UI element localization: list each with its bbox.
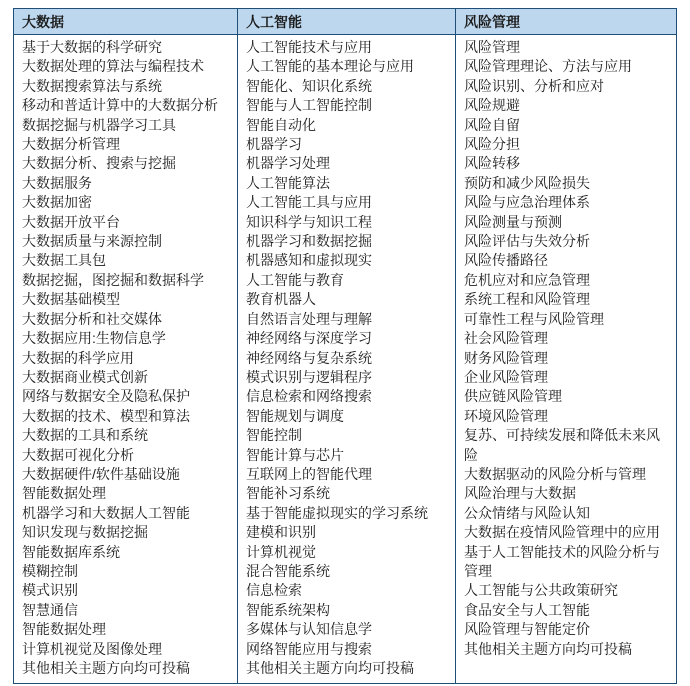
topic-item: 教育机器人	[246, 291, 316, 308]
topic-item: 公众情绪与风险认知	[464, 504, 590, 521]
topic-item: 大数据的工具和系统	[22, 427, 148, 444]
table-header-row	[14, 9, 677, 35]
column-header-big-data: 大数据	[14, 9, 238, 35]
topic-item: 风险管理与智能定价	[464, 621, 590, 638]
topic-item: 信息检索和网络搜索	[246, 388, 372, 405]
topic-item: 计算机视觉	[246, 543, 316, 560]
topic-item: 神经网络与深度学习	[246, 330, 372, 347]
topic-item: 环境风险管理	[464, 407, 548, 424]
topic-item: 大数据服务	[22, 174, 92, 191]
topic-item: 风险治理与大数据	[464, 485, 576, 502]
topic-item: 企业风险管理	[464, 368, 548, 385]
topic-item: 大数据工具包	[22, 252, 106, 269]
topic-item: 基于人工智能技术的风险分析与管理	[464, 543, 660, 579]
topic-item: 风险评估与失效分析	[464, 233, 590, 250]
topic-item: 模糊控制	[22, 562, 78, 579]
topic-item: 智能与人工智能控制	[246, 97, 372, 114]
column-header-risk-management: 风险管理	[456, 9, 677, 35]
topic-item: 信息检索	[246, 582, 302, 599]
topic-item: 机器感知和虚拟现实	[246, 252, 372, 269]
topic-item: 风险规避	[464, 97, 520, 114]
topic-item: 危机应对和应急管理	[464, 271, 590, 288]
topic-item: 人工智能的基本理论与应用	[246, 58, 414, 75]
topic-item: 风险自留	[464, 116, 520, 133]
topic-item: 多媒体与认知信息学	[246, 621, 372, 638]
topic-item: 大数据质量与来源控制	[22, 233, 162, 250]
topic-item: 智能规划与调度	[246, 407, 344, 424]
column-ai-topics	[238, 35, 456, 684]
topic-item: 基于大数据的科学研究	[22, 39, 162, 55]
topic-item: 供应链风险管理	[464, 388, 562, 405]
topic-item: 智能控制	[246, 427, 302, 444]
topic-item: 建模和识别	[246, 524, 316, 541]
topic-item: 大数据的技术、模型和算法	[22, 407, 190, 424]
topic-item: 风险管理	[464, 39, 520, 55]
topic-item: 智能化、知识化系统	[246, 77, 372, 94]
topic-item: 人工智能与公共政策研究	[464, 582, 618, 599]
topic-item: 大数据驱动的风险分析与管理	[464, 465, 646, 482]
topic-item: 大数据加密	[22, 194, 92, 211]
topic-item: 知识发现与数据挖掘	[22, 524, 148, 541]
topic-item: 其他相关主题方向均可投稿	[246, 660, 414, 676]
topic-item: 可靠性工程与风险管理	[464, 310, 604, 327]
topic-item: 智能补习系统	[246, 485, 330, 502]
topic-item: 预防和减少风险损失	[464, 174, 590, 191]
topic-item: 机器学习处理	[246, 155, 330, 172]
topic-item: 人工智能工具与应用	[246, 194, 372, 211]
topic-item: 风险管理理论、方法与应用	[464, 58, 632, 75]
topic-item: 智能数据处理	[22, 485, 106, 502]
topic-item: 食品安全与人工智能	[464, 601, 590, 618]
topic-item: 知识科学与知识工程	[246, 213, 372, 230]
topic-item: 人工智能技术与应用	[246, 39, 372, 55]
topic-item: 机器学习和数据挖掘	[246, 233, 372, 250]
topic-item: 智能计算与芯片	[246, 446, 344, 463]
topic-item: 复苏、可持续发展和降低未来风险	[464, 427, 660, 463]
topic-item: 风险识别、分析和应对	[464, 77, 604, 94]
topic-item: 大数据分析、搜索与挖掘	[22, 155, 176, 172]
topic-item: 大数据分析和社交媒体	[22, 310, 162, 327]
column-risk-management-topics	[456, 35, 677, 684]
column-big-data-topics	[14, 35, 238, 684]
topic-item: 大数据应用:生物信息学	[22, 330, 166, 347]
topic-item: 智能数据处理	[22, 621, 106, 638]
topic-item: 风险传播路径	[464, 252, 548, 269]
topic-item: 其他相关主题方向均可投稿	[22, 660, 190, 676]
topic-item: 大数据基础模型	[22, 291, 120, 308]
topic-item: 自然语言处理与理解	[246, 310, 372, 327]
topic-item: 网络与数据安全及隐私保护	[22, 388, 190, 405]
topic-item: 网络智能应用与搜索	[246, 640, 372, 657]
topic-item: 大数据商业模式创新	[22, 368, 148, 385]
topic-item: 模式识别与逻辑程序	[246, 368, 372, 385]
topic-item: 风险转移	[464, 155, 520, 172]
topic-item: 财务风险管理	[464, 349, 548, 366]
table-body-row	[14, 35, 677, 684]
topic-item: 智能系统架构	[246, 601, 330, 618]
topic-item: 智慧通信	[22, 601, 78, 618]
topic-item: 人工智能算法	[246, 174, 330, 191]
topic-item: 互联网上的智能代理	[246, 465, 372, 482]
topic-item: 大数据开放平台	[22, 213, 120, 230]
topic-item: 大数据分析管理	[22, 136, 120, 153]
topic-item: 混合智能系统	[246, 562, 330, 579]
topic-item: 大数据搜索算法与系统	[22, 77, 162, 94]
topic-item: 人工智能与教育	[246, 271, 344, 288]
topic-item: 智能自动化	[246, 116, 316, 133]
topic-item: 社会风险管理	[464, 330, 548, 347]
topic-item: 风险与应急治理体系	[464, 194, 590, 211]
topic-item: 大数据硬件/软件基础设施	[22, 465, 180, 482]
topic-item: 计算机视觉及图像处理	[22, 640, 162, 657]
topic-item: 移动和普适计算中的大数据分析	[22, 97, 218, 114]
topic-item: 机器学习	[246, 136, 302, 153]
topic-item: 风险分担	[464, 136, 520, 153]
topic-item: 其他相关主题方向均可投稿	[464, 640, 632, 657]
topic-item: 大数据可视化分析	[22, 446, 134, 463]
topic-item: 机器学习和大数据人工智能	[22, 504, 190, 521]
topic-item: 数据挖掘与机器学习工具	[22, 116, 176, 133]
topic-item: 大数据的科学应用	[22, 349, 134, 366]
column-header-ai: 人工智能	[238, 9, 456, 35]
topic-item: 模式识别	[22, 582, 78, 599]
topic-item: 系统工程和风险管理	[464, 291, 590, 308]
topic-item: 大数据在疫情风险管理中的应用	[464, 524, 660, 541]
topics-table	[13, 8, 677, 684]
topic-item: 智能数据库系统	[22, 543, 120, 560]
topic-item: 基于智能虚拟现实的学习系统	[246, 504, 428, 521]
topic-item: 大数据处理的算法与编程技术	[22, 58, 204, 75]
topic-item: 神经网络与复杂系统	[246, 349, 372, 366]
topic-item: 风险测量与预测	[464, 213, 562, 230]
topic-item: 数据挖掘，图挖掘和数据科学	[22, 271, 204, 288]
